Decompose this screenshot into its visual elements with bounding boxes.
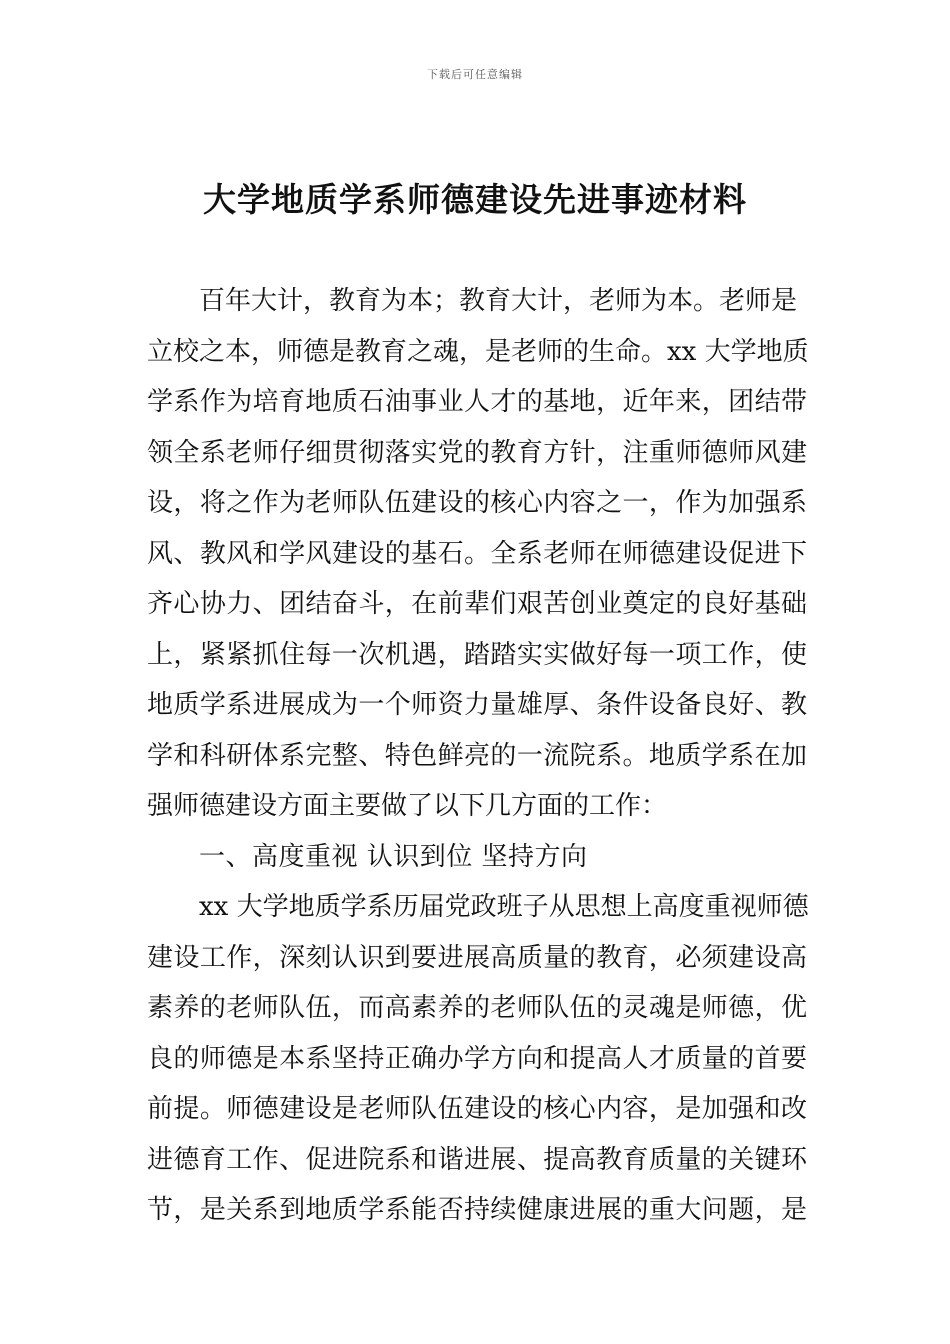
paragraph-line: 强师德建设方面主要做了以下几方面的工作： — [147, 791, 668, 821]
page-header-note: 下载后可任意编辑 — [427, 68, 523, 81]
paragraph-line: 齐心协力、团结奋斗，在前辈们艰苦创业奠定的良好基础 — [147, 589, 807, 619]
paragraph-line: 立校之本，师德是教育之魂，是老师的生命。xx 大学地质 — [147, 336, 809, 367]
paragraph-line: 建设工作，深刻认识到要进展高质量的教育，必须建设高 — [147, 942, 807, 973]
paragraph-line: 良的师德是本系坚持正确办学方向和提高人才质量的首要 — [147, 1043, 807, 1074]
paragraph-line: 学和科研体系完整、特色鲜亮的一流院系。地质学系在加 — [147, 740, 807, 771]
paragraph-line: 进德育工作、促进院系和谐进展、提高教育质量的关键环 — [147, 1144, 807, 1175]
paragraph-line: 前提。师德建设是老师队伍建设的核心内容，是加强和改 — [147, 1094, 807, 1124]
paragraph-line: 上，紧紧抓住每一次机遇，踏踏实实做好每一项工作，使 — [147, 639, 807, 670]
paragraph-line: 素养的老师队伍，而高素养的老师队伍的灵魂是师德，优 — [147, 993, 807, 1023]
paragraph-line: xx 大学地质学系历届党政班子从思想上高度重视师德 — [199, 892, 809, 922]
paragraph-line: 百年大计，教育为本；教育大计，老师为本。老师是 — [199, 286, 798, 316]
section-heading: 一、高度重视 认识到位 坚持方向 — [199, 841, 588, 872]
paragraph-line: 学系作为培育地质石油事业人才的基地，近年来，团结带 — [147, 387, 807, 417]
document-title: 大学地质学系师德建设先进事迹材料 — [203, 180, 747, 219]
paragraph-line: 节，是关系到地质学系能否持续健康进展的重大问题，是 — [147, 1195, 807, 1225]
paragraph-line: 风、教风和学风建设的基石。全系老师在师德建设促进下 — [147, 538, 807, 569]
paragraph-line: 设，将之作为老师队伍建设的核心内容之一，作为加强系 — [147, 488, 807, 518]
paragraph-line: 领全系老师仔细贯彻落实党的教育方针，注重师德师风建 — [147, 437, 807, 468]
document-body — [147, 276, 807, 1236]
paragraph-line: 地质学系进展成为一个师资力量雄厚、条件设备良好、教 — [147, 690, 807, 720]
